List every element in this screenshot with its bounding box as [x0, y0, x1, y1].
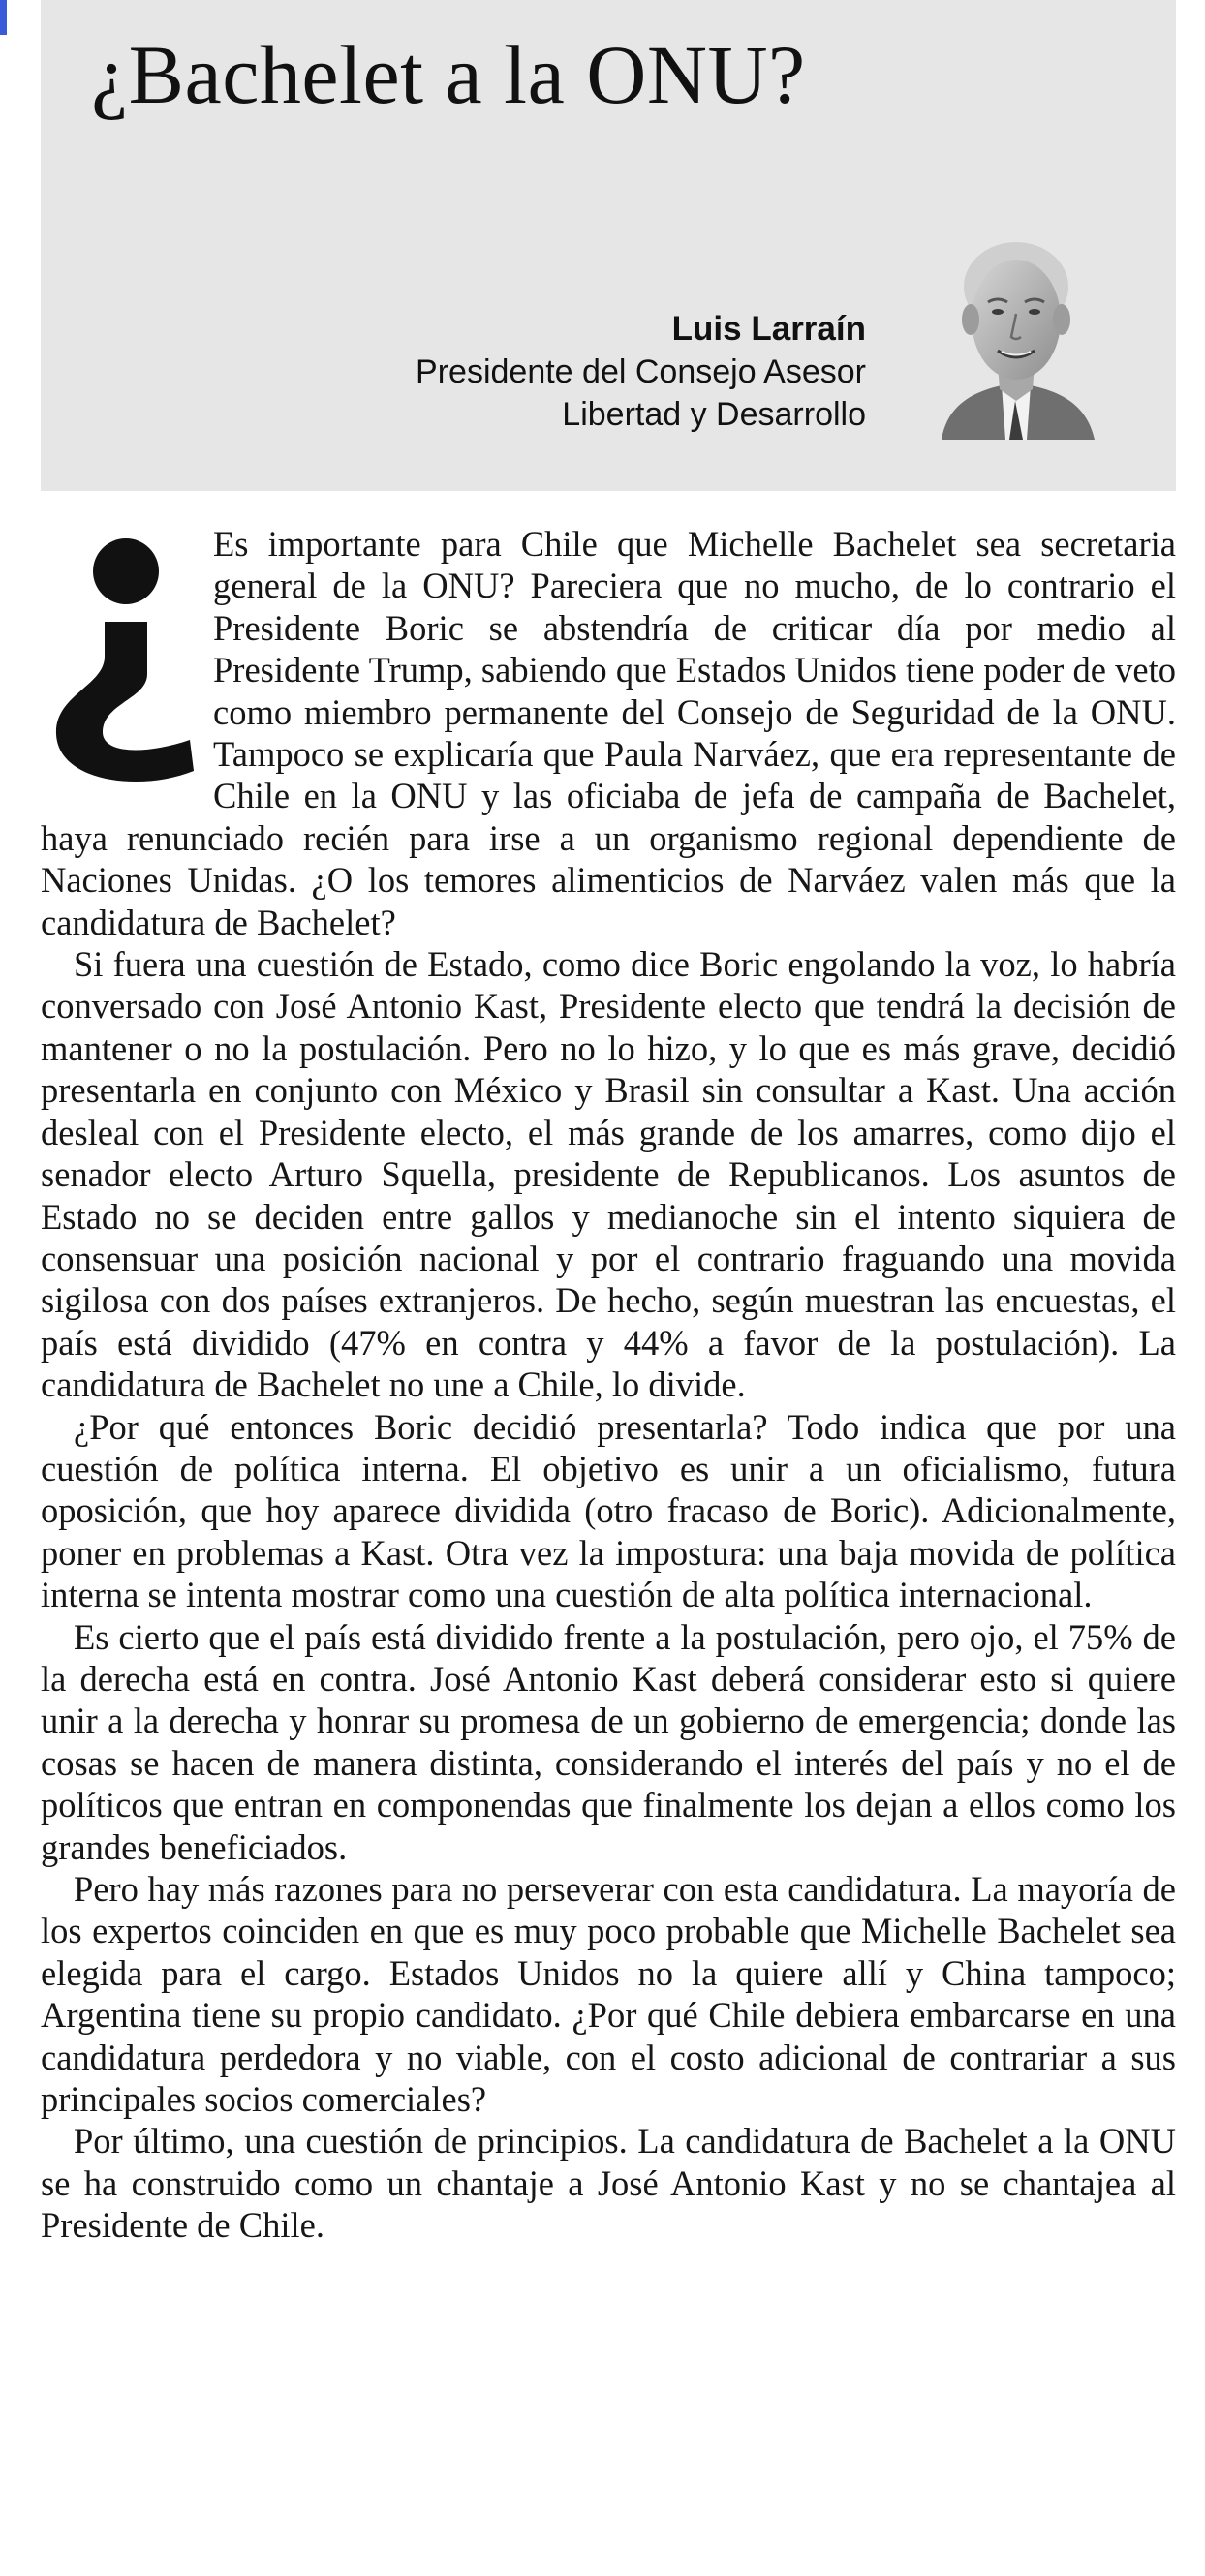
author-role-line-1: Presidente del Consejo Asesor	[416, 353, 866, 390]
article-paragraph-5: Pero hay más razones para no perseverar con esta candidatura. La mayoría de los expertos coinciden en que es muy poco probable que Michelle Bachelet sea elegida para el cargo. Estados Unidos no la quiere allí y China tampoco; Argentina tiene su propio candidato. ¿Por qué Chile debiera embarcarse en una candidatura perdedora y no viable, con el costo adicional de contrariar a sus principales socios comerciales?	[41, 1869, 1176, 2120]
article-header	[41, 0, 1176, 491]
author-portrait-icon	[934, 230, 1098, 440]
article-headline: ¿Bachelet a la ONU?	[91, 28, 806, 121]
article-paragraph-3: ¿Por qué entonces Boric decidió presentarla? Todo indica que por una cuestión de política interna. El objetivo es unir a un oficialismo, futura oposición, que hoy aparece dividida (otro fracaso de Boric). Adicionalmente, poner en problemas a Kast. Otra vez la impostura: una baja movida de política interna se intenta mostrar como una cuestión de alta política internacional.	[41, 1406, 1176, 1615]
article-body	[41, 523, 1176, 2247]
article-paragraph-2: Si fuera una cuestión de Estado, como dice Boric engolando la voz, lo habría conversado con José Antonio Kast, Presidente electo que tendrá la decisión de mantener o no la postulación. Pero no lo hizo, y lo que es más grave, decidió presentarla en conjunto con México y Brasil sin consultar a Kast. Una acción desleal con el Presidente electo, el más grande de los amarres, como dijo el senador electo Arturo Squella, presidente de Republicanos. Los asuntos de Estado no se deciden entre gallos y medianoche sin el intento siquiera de consensuar una posición nacional y por el contrario fraguando una movida sigilosa con dos países extranjeros. De hecho, según muestran las encuestas, el país está dividido (47% en contra y 44% a favor de la postulación). La candidatura de Bachelet no une a Chile, lo divide.	[41, 944, 1176, 1405]
author-name: Luis Larraín	[671, 310, 866, 348]
author-role-line-2: Libertad y Desarrollo	[562, 396, 866, 433]
article-paragraph-6: Por último, una cuestión de principios. La candidatura de Bachelet a la ONU se ha construido como un chantaje a José Antonio Kast y no se chantajea al Presidente de Chile.	[41, 2121, 1176, 2246]
author-byline	[416, 308, 866, 436]
inverted-question-mark-icon	[48, 529, 194, 782]
article-paragraph-1: Es importante para Chile que Michelle Bachelet sea secretaria general de la ONU? Pareciera que no mucho, de lo contrario el Presidente Boric se abstendría de criticar día por medio al Presidente Trump, sabiendo que Estados Unidos tiene poder de veto como miembro permanente del Consejo de Seguridad de la ONU. Tampoco se explicaría que Paula Narváez, que era representante de Chile en la ONU y las oficiaba de jefa de campaña de Bachelet, haya renunciado recién para irse a un organismo regional dependiente de Naciones Unidas. ¿O los temores alimenticios de Narváez valen más que la candidatura de Bachelet?	[41, 524, 1176, 942]
article-paragraph-4: Es cierto que el país está dividido frente a la postulación, pero ojo, el 75% de la derecha está en contra. José Antonio Kast deberá considerar esto si quiere unir a la derecha y honrar su promesa de un gobierno de emergencia; donde las cosas se hacen de manera distinta, considerando el interés del país y no el de políticos que entran en componendas que finalmente los dejan a ellos como los grandes beneficiados.	[41, 1616, 1176, 1867]
page-edge-marker	[0, 0, 7, 35]
